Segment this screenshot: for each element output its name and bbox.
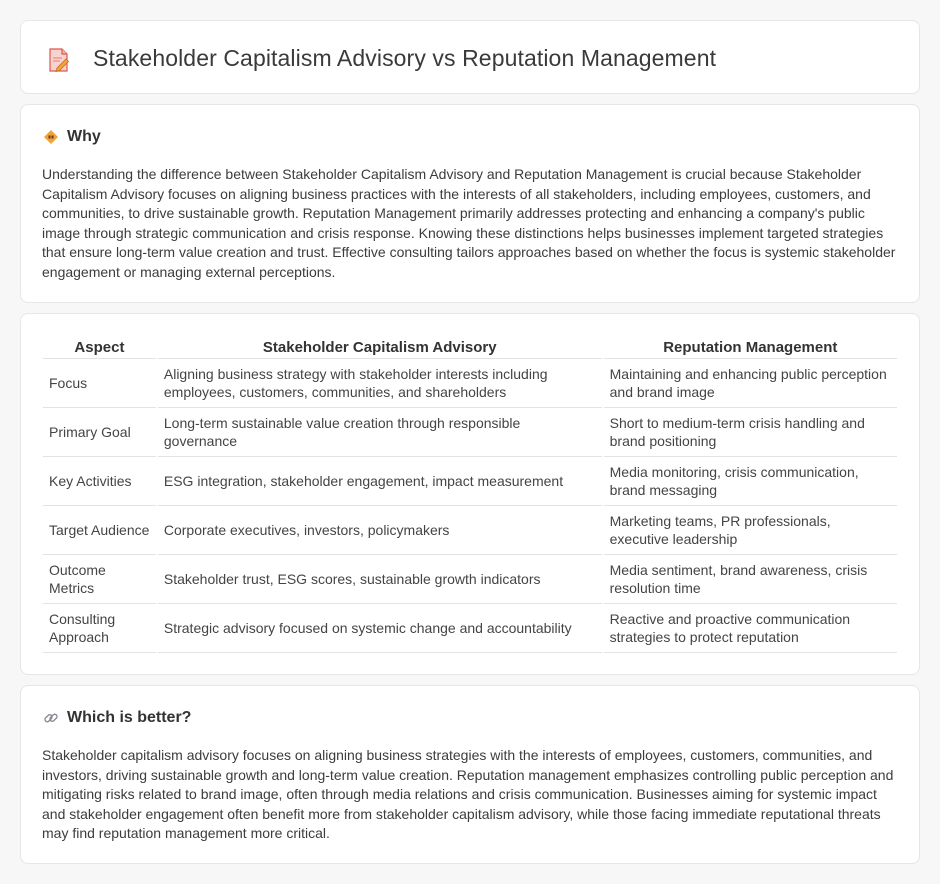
row-aspect: Primary Goal xyxy=(43,408,156,457)
better-heading-label: Which is better? xyxy=(67,709,192,726)
link-icon xyxy=(43,710,59,726)
comparison-table xyxy=(41,335,899,653)
row-sca-value: Stakeholder trust, ESG scores, sustainable growth indicators xyxy=(158,555,602,604)
why-text: Understanding the difference between Stakeholder Capitalism Advisory and Reputation Management is crucial because Stakeholder Capitalism Advisory focuses on aligning business practices with the interests of all stakeholders, including employees, customers, and communities, to drive sustainable growth. Reputation Management primarily addresses protecting and enhancing a company's public image through strategic communication and crisis response. Knowing these distinctions helps businesses implement targeted strategies that ensure long-term value creation and trust. Effective consulting tailors approaches based on whether the focus is systemic stakeholder engagement or managing external perceptions. xyxy=(42,166,896,280)
better-text: Stakeholder capitalism advisory focuses on aligning business strategies with the interests of employees, customers, communities, and investors, driving sustainable growth and long-term value creation. Reputation management emphasizes controlling public perception and mitigating risks related to brand image, often through media relations and crisis communication. Businesses aiming for systemic impact and stakeholder engagement often benefit more from stakeholder capitalism advisory, while those facing immediate reputational threats may find reputation management more critical. xyxy=(42,747,894,841)
row-aspect: Focus xyxy=(43,359,156,408)
table-row xyxy=(43,408,897,457)
why-heading-label: Why xyxy=(67,128,101,145)
row-sca-value: Corporate executives, investors, policymakers xyxy=(158,506,602,555)
row-aspect: Key Activities xyxy=(43,457,156,506)
row-rm-value: Marketing teams, PR professionals, executive leadership xyxy=(604,506,897,555)
table-header-row xyxy=(43,335,897,359)
diamond-warning-icon xyxy=(43,129,59,145)
table-row xyxy=(43,506,897,555)
row-aspect: Outcome Metrics xyxy=(43,555,156,604)
row-sca-value: Strategic advisory focused on systemic change and accountability xyxy=(158,604,602,653)
why-section xyxy=(20,104,920,303)
header-card xyxy=(20,20,920,94)
row-sca-value: Aligning business strategy with stakeholder interests including employees, customers, communities, and shareholders xyxy=(158,359,602,408)
column-header-aspect: Aspect xyxy=(43,335,156,359)
why-heading xyxy=(43,128,101,146)
row-rm-value: Media monitoring, crisis communication, brand messaging xyxy=(604,457,897,506)
row-rm-value: Reactive and proactive communication strategies to protect reputation xyxy=(604,604,897,653)
row-rm-value: Maintaining and enhancing public perception and brand image xyxy=(604,359,897,408)
which-is-better-section xyxy=(20,685,920,864)
row-sca-value: Long-term sustainable value creation through responsible governance xyxy=(158,408,602,457)
column-header-reputation-management: Reputation Management xyxy=(604,335,897,359)
row-sca-value: ESG integration, stakeholder engagement, impact measurement xyxy=(158,457,602,506)
row-rm-value: Media sentiment, brand awareness, crisis resolution time xyxy=(604,555,897,604)
table-row xyxy=(43,604,897,653)
comparison-section xyxy=(20,313,920,675)
table-row xyxy=(43,457,897,506)
row-rm-value: Short to medium-term crisis handling and brand positioning xyxy=(604,408,897,457)
column-header-stakeholder-capitalism-advisory: Stakeholder Capitalism Advisory xyxy=(158,335,602,359)
row-aspect: Target Audience xyxy=(43,506,156,555)
row-aspect: Consulting Approach xyxy=(43,604,156,653)
better-heading xyxy=(43,709,191,727)
table-row xyxy=(43,555,897,604)
page-title: Stakeholder Capitalism Advisory vs Reputation Management xyxy=(93,45,717,71)
table-row xyxy=(43,359,897,408)
document-edit-icon xyxy=(47,47,71,73)
